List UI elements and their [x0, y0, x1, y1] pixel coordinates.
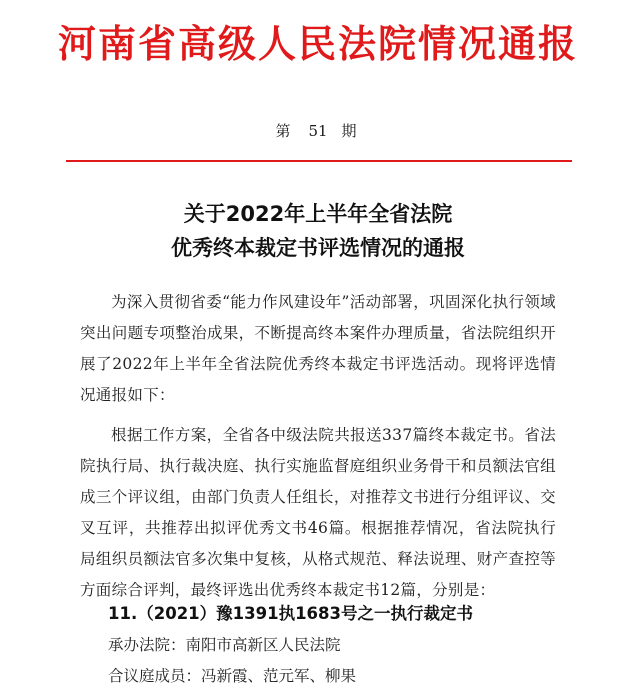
notice-title-line1: 关于2022年上半年全省法院: [183, 202, 453, 226]
court-name: 南阳市高新区人民法院: [185, 636, 341, 654]
issue-num: 51: [308, 122, 328, 140]
issue-number: [0, 120, 636, 141]
members-label: 合议庭成员：: [108, 667, 202, 685]
issue-prefix: 第: [275, 122, 295, 140]
issue-suffix: 期: [341, 122, 361, 140]
masthead-title: 河南省高级人民法院情况通报: [57, 21, 578, 66]
court-row: [108, 633, 341, 655]
members-row: [108, 664, 356, 686]
red-divider: [66, 160, 572, 162]
notice-title-line2: 优秀终本裁定书评选情况的通报: [171, 236, 465, 260]
court-label: 承办法院：: [108, 636, 186, 654]
case-number: 11.（2021）豫1391执1683号之一执行裁定书: [108, 604, 473, 623]
paragraph-process: 根据工作方案，全省各中级法院共报送337篇终本裁定书。省法院执行局、执行裁决庭、执行实施监督庭组织业务骨干和员额法官组成三个评议组，由部门负责人任组长，对推荐文书进行分组评议、交叉互评，共推荐出拟评优秀文书46篇。根据推荐情况，省法院执行局组织员额法官多次集中复核，从格式规范、释法说理、财产查控等方面综合评判，最终评选出优秀终本裁定书12篇，分别是：: [80, 426, 556, 599]
paragraph-intro: 为深入贯彻省委“能力作风建设年”活动部署，巩固深化执行领域突出问题专项整治成果，不断提高终本案件办理质量，省法院组织开展了2022年上半年全省法院优秀终本裁定书评选活动。现将评选情况通报如下：: [80, 293, 556, 404]
members-names: 冯新霞、范元军、柳果: [201, 667, 357, 685]
